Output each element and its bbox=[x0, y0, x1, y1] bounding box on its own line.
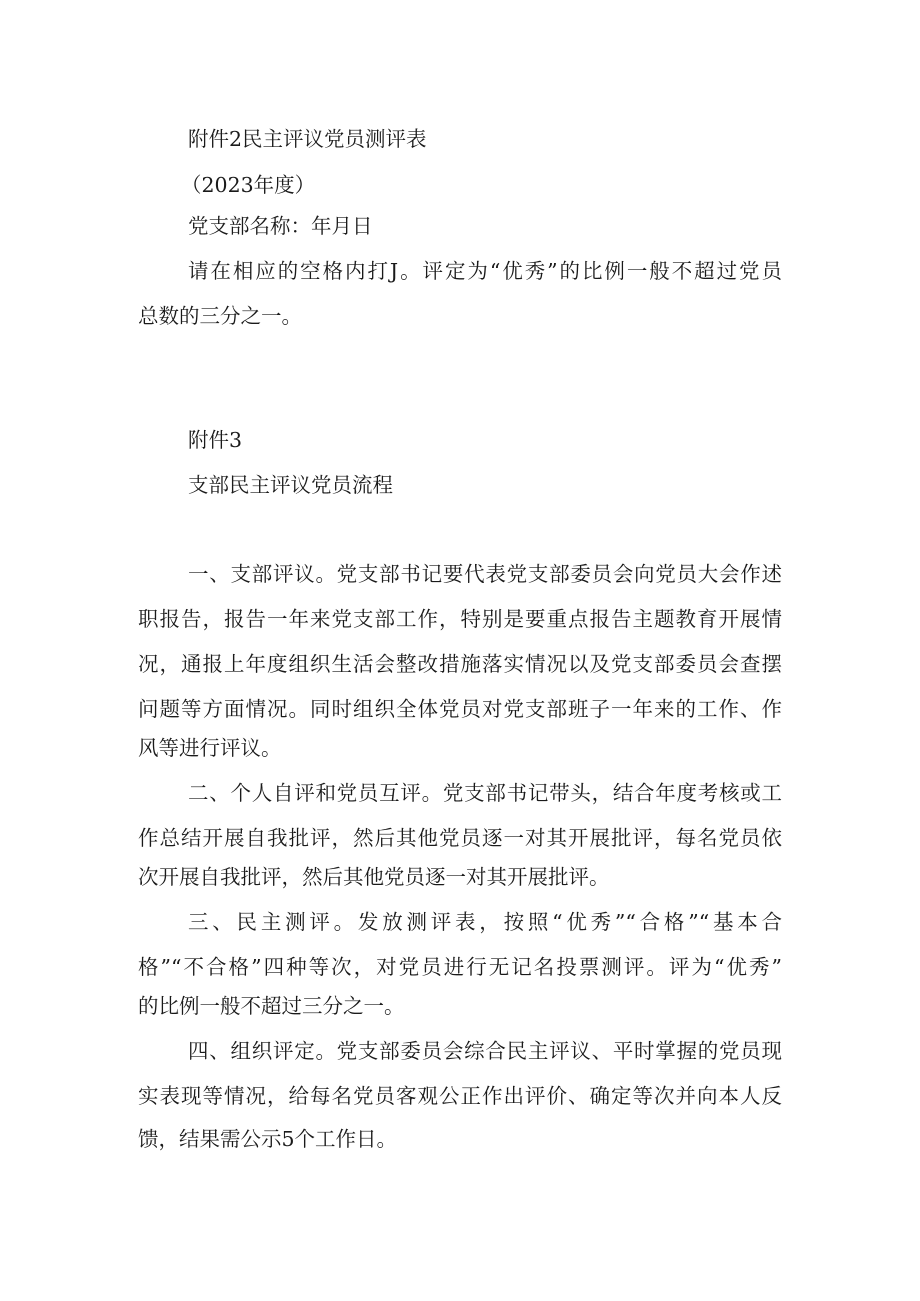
instruction-line-2: 总数的三分之一。 bbox=[138, 304, 302, 328]
section2-line1: 二、个人自评和党员互评。党支部书记带头，结合年度考核或工 bbox=[188, 781, 782, 805]
section1-line5: 风等进行评议。 bbox=[138, 736, 282, 760]
section4-line3: 馈，结果需公示5个工作日。 bbox=[138, 1127, 398, 1151]
attachment3-label: 附件3 bbox=[188, 428, 243, 452]
section2-line2: 作总结开展自我批评，然后其他党员逐一对其开展批评，每名党员依 bbox=[138, 826, 782, 850]
section4-line2: 实表现等情况，给每名党员客观公正作出评价、确定等次并向本人反 bbox=[138, 1084, 782, 1108]
section1-line1: 一、支部评议。党支部书记要代表党支部委员会向党员大会作述 bbox=[188, 562, 782, 586]
section1-line3: 况，通报上年度组织生活会整改措施落实情况以及党支部委员会查摆 bbox=[138, 652, 782, 676]
section1-line2: 职报告，报告一年来党支部工作，特别是要重点报告主题教育开展情 bbox=[138, 607, 782, 631]
attachment2-year: （2023年度） bbox=[181, 173, 316, 197]
attachment3-title: 支部民主评议党员流程 bbox=[188, 473, 393, 497]
section3-line1: 三、民主测评。发放测评表，按照“优秀”“合格”“基本合 bbox=[188, 910, 782, 934]
branch-name-line: 党支部名称：年月日 bbox=[188, 214, 373, 238]
section3-line3: 的比例一般不超过三分之一。 bbox=[138, 994, 405, 1018]
section2-line3: 次开展自我批评，然后其他党员逐一对其开展批评。 bbox=[138, 865, 610, 889]
attachment2-title: 附件2民主评议党员测评表 bbox=[188, 127, 427, 151]
instruction-line-1: 请在相应的空格内打J。评定为“优秀”的比例一般不超过党员 bbox=[188, 259, 782, 283]
section3-line2: 格”“不合格”四种等次，对党员进行无记名投票测评。评为“优秀” bbox=[138, 955, 782, 979]
section1-line4: 问题等方面情况。同时组织全体党员对党支部班子一年来的工作、作 bbox=[138, 697, 782, 721]
section4-line1: 四、组织评定。党支部委员会综合民主评议、平时掌握的党员现 bbox=[188, 1039, 782, 1063]
